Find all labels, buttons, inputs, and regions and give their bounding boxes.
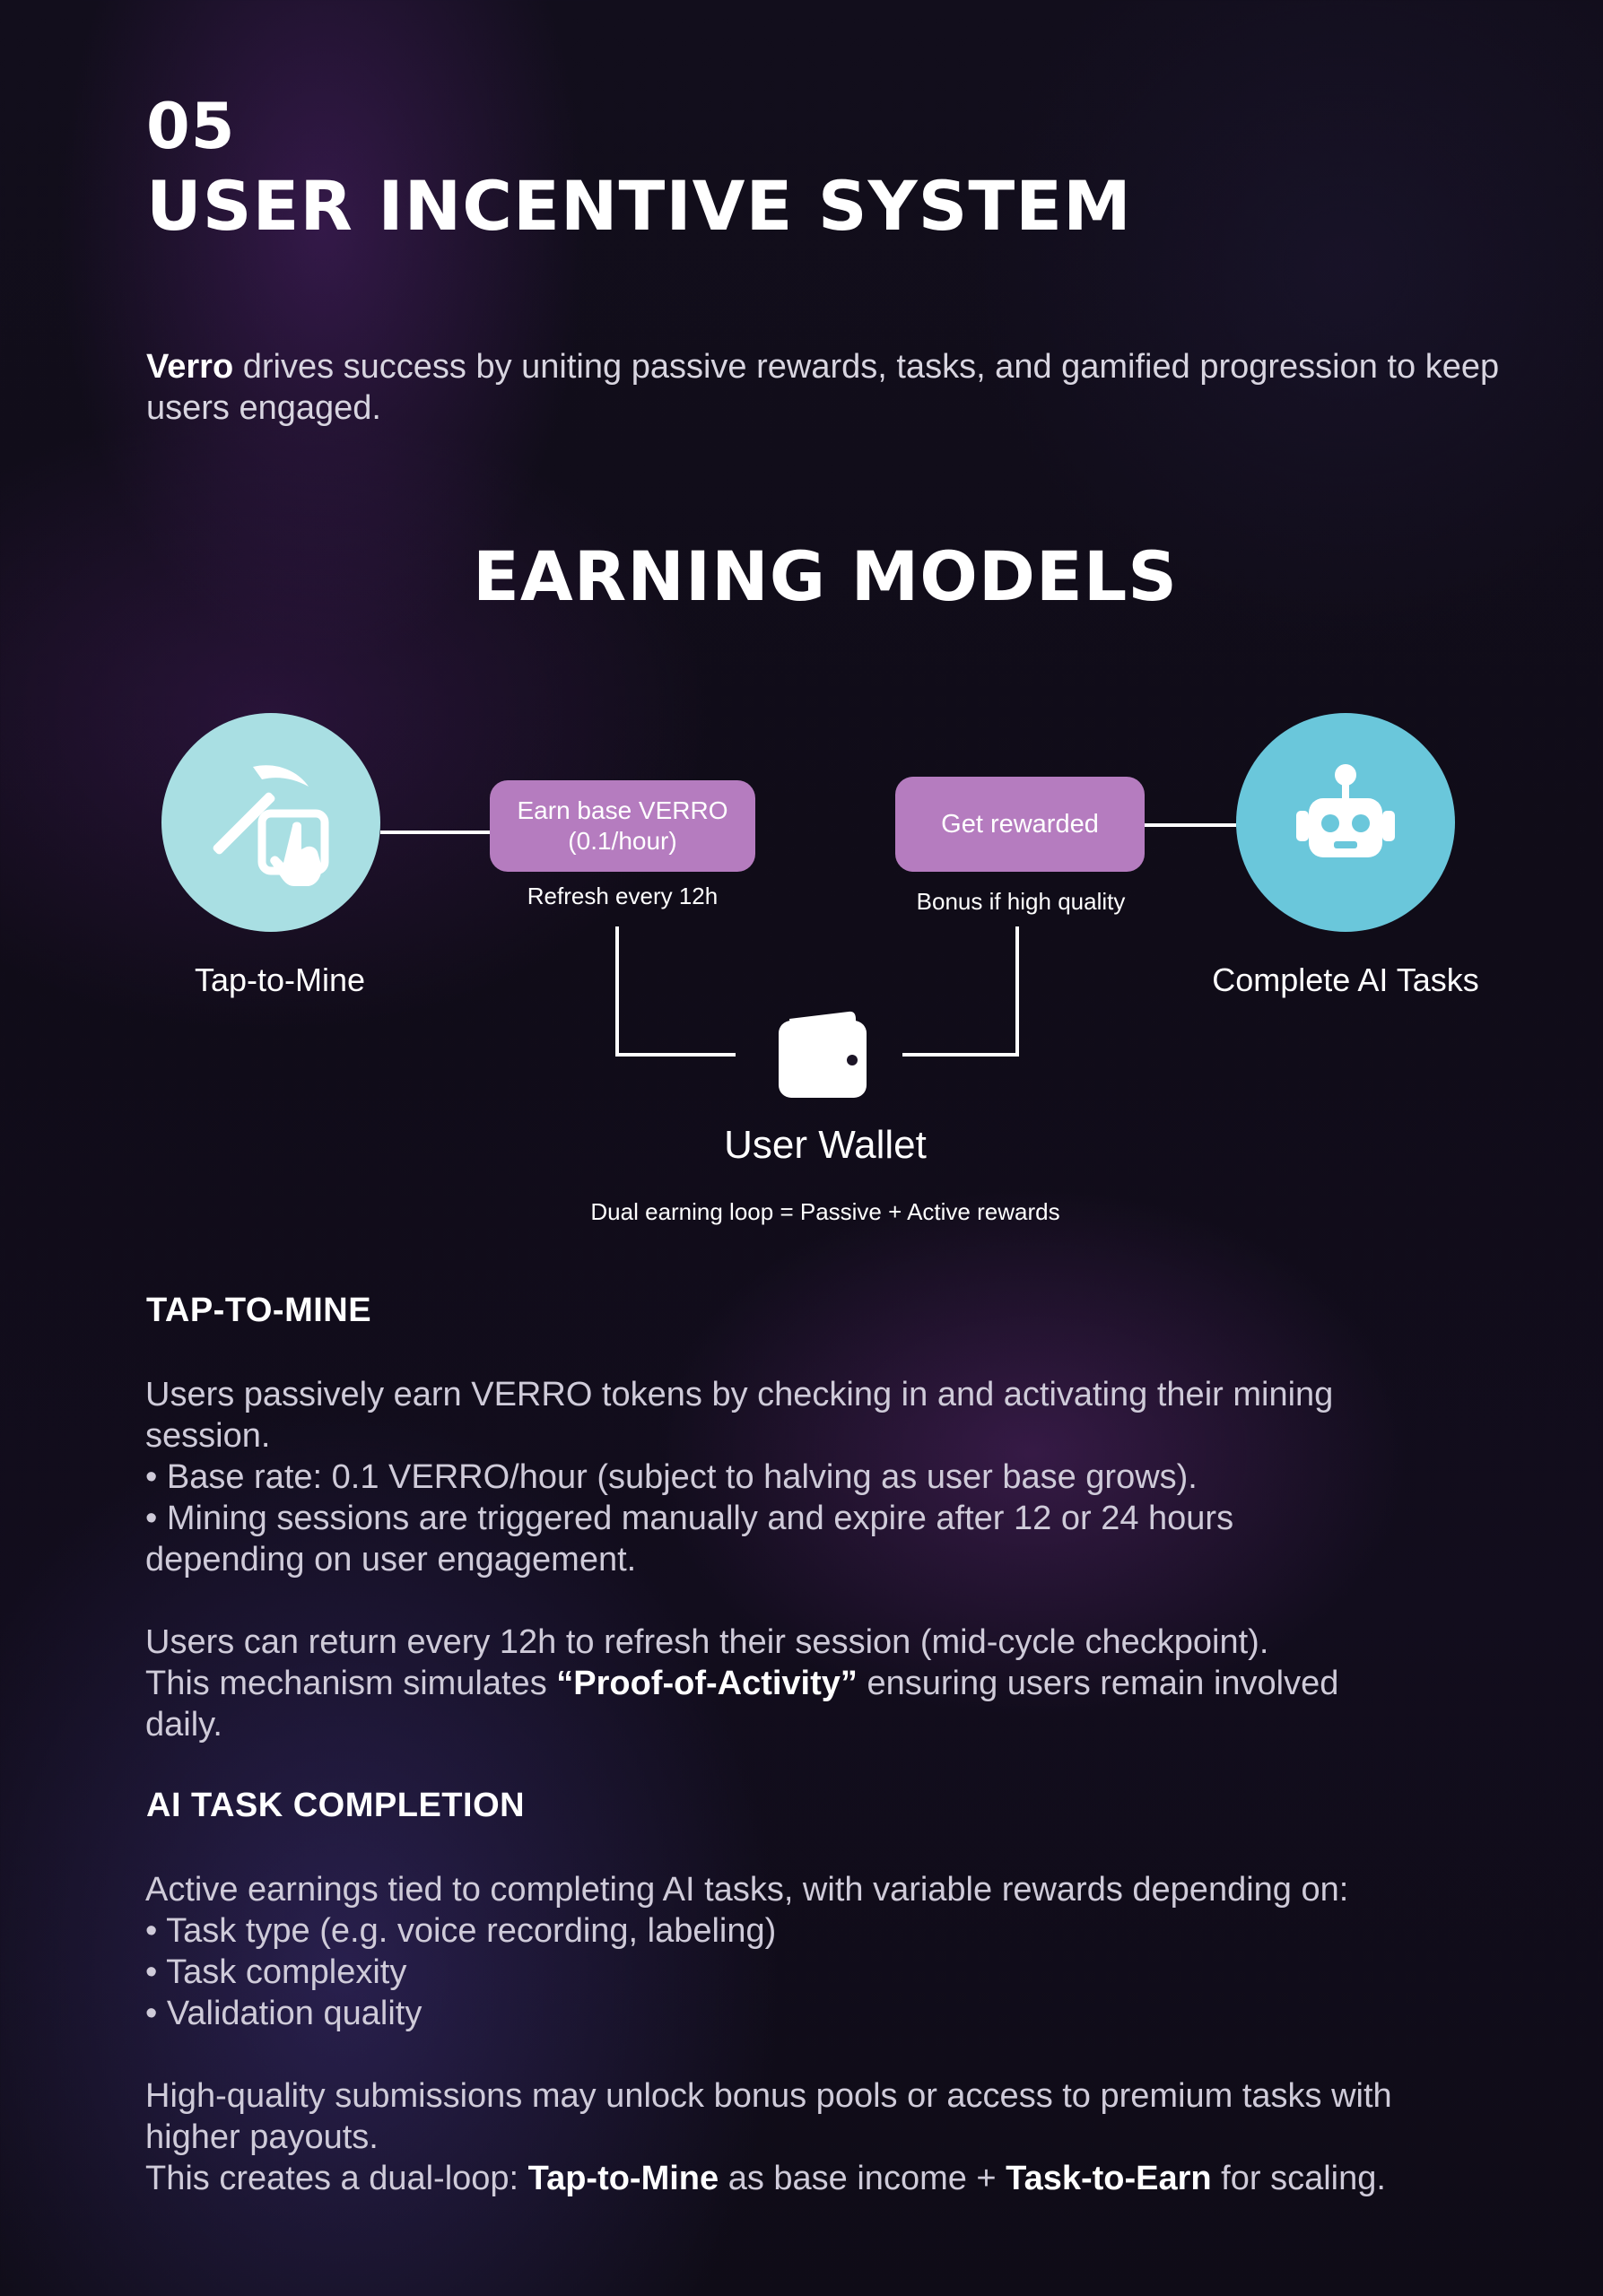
ai-task-body [145,1869,1545,2034]
tap-p2-line2 [145,1663,1545,1704]
tap-to-mine-heading: TAP-TO-MINE [146,1292,372,1329]
ai-p2-line1: High-quality submissions may unlock bonus pools or access to premium tasks with [145,2077,1392,2115]
tap-p2-line1: Users can return every 12h to refresh their session (mid-cycle checkpoint). [145,1623,1269,1661]
tap-p2-post: ensuring users remain involved [857,1665,1339,1702]
connector-left-down [615,926,619,1057]
tap-to-mine-body-2 [145,1622,1545,1745]
earn-base-line2: (0.1/hour) [568,827,677,855]
tap-p1-line1: Users passively earn VERRO tokens by checking in and activating their mining [145,1376,1334,1413]
proof-of-activity: “Proof-of-Activity” [556,1665,858,1702]
brand-name: Verro [146,348,234,386]
ai-p3-mid: as base income + [719,2160,1006,2197]
section-number: 05 [146,90,236,163]
connector-left [380,831,490,834]
wallet-icon-wrap [777,1006,868,1100]
tap-to-mine-body [145,1374,1545,1580]
ai-bullet-1: • Task type (e.g. voice recording, labeling) [145,1912,777,1950]
connector-left-to-wallet [615,1053,736,1057]
tap-to-mine-bold: Tap-to-Mine [527,2160,719,2197]
tap-bullet2-line2: depending on user engagement. [145,1541,637,1578]
ai-p2-line2: higher payouts. [145,2118,379,2156]
bonus-note: Bonus if high quality [916,888,1126,915]
connector-right [1145,823,1236,827]
tap-bullet2-line1: • Mining sessions are triggered manually and expire after 12 or 24 hours [145,1500,1234,1537]
ai-task-heading: AI TASK COMPLETION [146,1787,526,1824]
intro-text: drives success by uniting passive rewards, tasks, and gamified progression to keep users engaged. [146,348,1500,427]
tap-p2-pre: This mechanism simulates [145,1665,557,1702]
ai-p3-post: for scaling. [1211,2160,1386,2197]
task-to-earn-bold: Task-to-Earn [1006,2160,1212,2197]
robot-icon [1278,755,1413,890]
earn-base-line1: Earn base VERRO [517,796,728,824]
ai-p3 [145,2158,1545,2199]
get-rewarded-text: Get rewarded [941,810,1099,839]
earn-base-pill [490,780,755,872]
tap-p2-line3: daily. [145,1706,222,1744]
dual-loop-caption: Dual earning loop = Passive + Active rewards [590,1198,1060,1225]
ai-tasks-node [1236,713,1455,932]
connector-right-down [1015,926,1019,1057]
ai-task-body-2 [145,2075,1545,2199]
ai-bullet-3: • Validation quality [145,1995,423,2032]
wallet-icon [777,1006,868,1100]
ai-p1: Active earnings tied to completing AI tasks, with variable rewards depending on: [145,1871,1349,1909]
pickaxe-tap-icon [199,751,343,894]
complete-ai-tasks-label: Complete AI Tasks [1212,961,1479,998]
ai-p3-pre: This creates a dual-loop: [145,2160,528,2197]
connector-right-to-wallet [902,1053,1019,1057]
ai-bullet-2: • Task complexity [145,1953,407,1991]
get-rewarded-pill [895,777,1145,872]
tap-to-mine-node [161,713,380,932]
refresh-note: Refresh every 12h [527,883,719,909]
tap-p1-line2: session. [145,1417,271,1455]
intro-paragraph [146,346,1510,429]
tap-bullet1: • Base rate: 0.1 VERRO/hour (subject to halving as user base grows). [145,1458,1198,1496]
page-title: USER INCENTIVE SYSTEM [146,166,1132,246]
wallet-label: User Wallet [724,1123,927,1167]
tap-to-mine-label: Tap-to-Mine [194,961,366,998]
diagram-title: EARNING MODELS [473,536,1178,616]
